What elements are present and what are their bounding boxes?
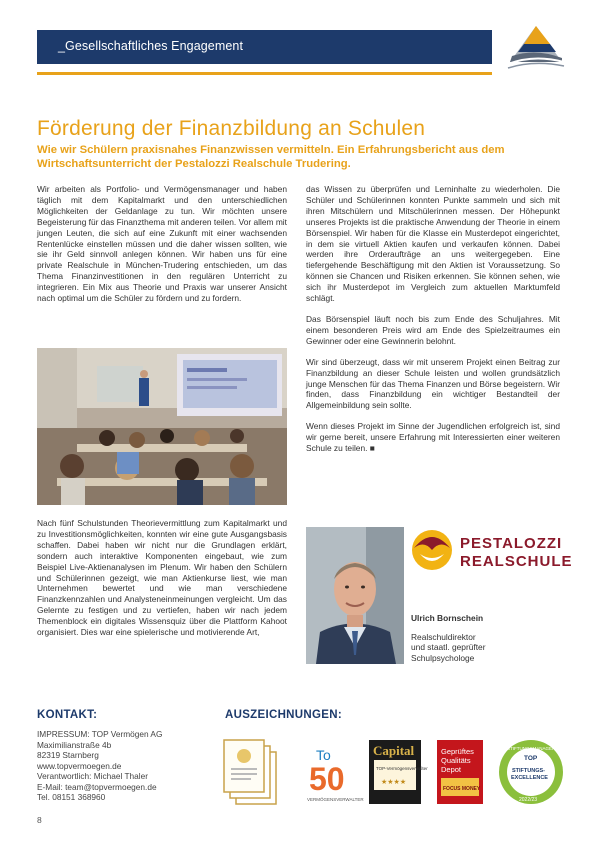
page-number: 8: [37, 815, 42, 825]
website-link[interactable]: www.topvermoegen.de: [37, 760, 122, 771]
capital-sub: TOP-Vermögensverwalter: [376, 766, 428, 771]
award-top50: [306, 744, 364, 804]
excellence-top: TOP: [524, 755, 538, 762]
contact-line: Verantwortlich: Michael Thaler: [37, 771, 148, 781]
section-label: _Gesellschaftliches Engagement: [58, 39, 244, 53]
contact-block: [37, 729, 162, 803]
excellence-ring: STIFTUNGSMANAGER: [507, 746, 556, 751]
phone-line: Tel. 08151 368960: [37, 792, 106, 802]
school-logo: [410, 528, 573, 572]
signer-block: [411, 613, 486, 663]
school-logo-line2: REALSCHULE: [460, 553, 573, 570]
signer-role: Schulpsychologe: [411, 652, 475, 663]
paragraph: Das Börsenspiel läuft noch bis zum Ende des Schuljahres. Mit einem besonderen Preis wird am Ende des Spielzeitraumes ein Gewinner oder eine Gewinnerin belohnt.: [306, 313, 560, 346]
quality-sub: FOCUS MONEY: [443, 786, 481, 792]
signer-role: und staatl. geprüfter: [411, 642, 486, 653]
paragraph: Wir sind überzeugt, dass wir mit unserem Projekt einen Beitrag zur Finanzbildung an dieser Schule leisten und wollen grundsätzlich junge Menschen für das Thema Finanzen und Börse begeistern. Wir finden, dass Finanzbildung ein wichtiger Bestandteil der Allgemeinbildung sein sollte.: [306, 356, 560, 411]
excellence-line2: EXCELLENCE: [511, 775, 548, 781]
company-pyramid-logo: [506, 24, 564, 74]
award-stiftungs-excellence: [497, 738, 565, 806]
quality-line2: Qualitäts: [441, 756, 471, 765]
award-quality-depot: [437, 740, 483, 804]
awards-heading: AUSZEICHNUNGEN:: [225, 709, 342, 721]
body-column-left-bottom: [37, 518, 287, 648]
portrait-photo: [306, 527, 404, 664]
quality-line1: Geprüftes: [441, 747, 474, 756]
body-column-right: [306, 184, 560, 464]
signer-name: Ulrich Bornschein: [411, 613, 484, 623]
award-capital: [369, 740, 428, 804]
paragraph: Wir arbeiten als Portfolio- und Vermögensmanager und haben täglich mit dem Kapitalmarkt und den unterschiedlichen Möglichkeiten der Geldanlage zu tun. Wir möchten unsere Begeisterung für das Finanzthema mit anderen teilen. Vor allem mit jungen Leuten, die sich auf eine Zukunft mit einer wachsenden Rentenlücke einstellen müssen und die daher wissen sollten, wie sie ihr Geld sinnvoll anlegen können. Wir haben uns für eine private Realschule in München-Trudering entschieden, um das Thema Finanzinvestitionen in den regulären Unterricht zu integrieren. Ein Mix aus Theorie und Praxis war unserer Ansicht nach optimal um die Schüler zu fördern und zu fordern.: [37, 184, 287, 304]
contact-heading: KONTAKT:: [37, 709, 98, 721]
email-link[interactable]: E-Mail: team@topvermoegen.de: [37, 781, 157, 792]
paragraph: Wenn dieses Projekt im Sinne der Jugendlichen erfolgreich ist, sind wir gerne bereit, unsere Erfahrung mit Interessierten einer weiteren Schule zu teilen. ■: [306, 421, 560, 454]
article-subtitle: Wie wir Schülern praxisnahes Finanzwissen vermitteln. Ein Erfahrungsbericht aus dem Wirtschaftsunterricht der Pestalozzi Realschule Trudering.: [37, 144, 505, 170]
capital-stars: ★★★★: [381, 778, 407, 786]
excellence-year: 2022/23: [519, 797, 538, 803]
award-certificate-stack-icon: [222, 738, 278, 806]
top50-to: To: [316, 747, 331, 763]
paragraph: das Wissen zu überprüfen und Lerninhalte zu wiederholen. Die Schüler und Schülerinnen konnten Punkte sammeln und sich mit ihren Mitschülern und Mitschülerinnen messen. Der Höhepunkt unseres Projekts ist die praktische Anwendung der Theorie in einem Börsenspiel. Wir haben für die Klasse ein Musterdepot eingerichtet, in dem sie virtuell Aktien kaufen und verkaufen können. Dabei werden ihre Orderaufträge an uns weitergegeben. Eine tiefergehende Beschäftigung mit den Aktien ist Voraussetzung. So können sie Chancen und Risiken erkennen. Sie können sehen, wie sich ihr Musterdepot im Vergleich zum aktuellen Marktumfeld schlägt.: [306, 184, 560, 304]
school-logo-line1: PESTALOZZI: [460, 535, 563, 552]
top50-sub: VERMÖGENSVERWALTER: [307, 797, 364, 802]
contact-line: Maximilianstraße 4b: [37, 739, 112, 750]
excellence-line1: STIFTUNGS-: [512, 768, 545, 774]
signer-role: Realschuldirektor: [411, 631, 476, 642]
classroom-photo: [37, 348, 287, 505]
body-column-left-top: [37, 184, 287, 314]
article-title: Förderung der Finanzbildung an Schulen: [37, 117, 426, 140]
header-accent-line: [37, 72, 492, 75]
capital-title: Capital: [373, 743, 415, 758]
contact-line: 82319 Starnberg: [37, 750, 99, 760]
paragraph: Nach fünf Schulstunden Theorievermittlung zum Kapitalmarkt und zu Investitionsmöglichkeiten, konnten wir eine gute Ausgangsbasis schaffen. Dabei haben wir nicht nur die Grundlagen erklärt, sondern auch interaktive Komponenten eingebaut, wie zum Beispiel Live-Aktienanalysen im Plenum. Wir haben den Schülern und Schülerinnen gezeigt, wie man Aktienkurse liest, wie man Unternehmen bewertet und wie man verschiedene Finanzkennzahlen und Analysteneinmeinungen vergleicht. Um das Gelernte zu festigen und zu vertiefen, haben wir nach jedem Themenblock ein digitales Wissensquiz über die Plattform Kahoot organisiert. Dies war eine spielerische und motivierende Art,: [37, 518, 287, 638]
top50-number: 50: [309, 761, 345, 797]
quality-line3: Depot: [441, 765, 462, 774]
contact-line: IMPRESSUM: TOP Vermögen AG: [37, 729, 163, 739]
